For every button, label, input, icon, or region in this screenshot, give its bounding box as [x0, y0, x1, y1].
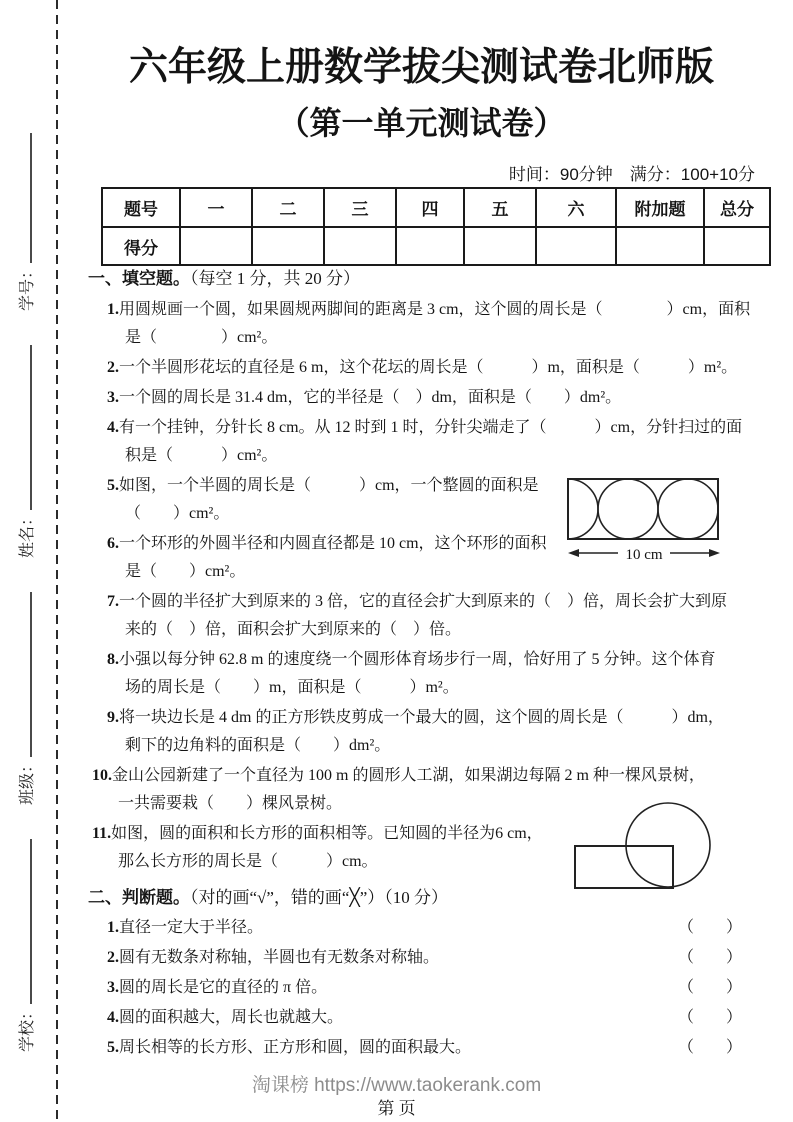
question-line: 是（ ）cm²。	[125, 329, 278, 346]
question-line: 如图，一个半圆的周长是（ ）cm，一个整圆的面积是	[119, 477, 539, 494]
score-cell-empty	[616, 227, 704, 265]
question-number: 2.	[107, 949, 119, 966]
question-line: 一个环形的外圆半径和内圆直径都是 10 cm，这个环形的面积	[119, 535, 547, 552]
judge-question-text: 圆的周长是它的直径的 π 倍。	[119, 979, 328, 996]
question-number: 7.	[107, 593, 119, 610]
question-line: 如图，圆的面积和长方形的面积相等。已知圆的半径为6 cm，	[111, 825, 543, 842]
question-3	[88, 384, 760, 412]
question-4	[88, 414, 760, 470]
answer-blank: （ ）	[677, 979, 742, 996]
score-cell-empty	[464, 227, 536, 265]
question-number: 1.	[107, 919, 119, 936]
score-header-cell: 六	[536, 188, 616, 227]
score-header-cell: 题号	[102, 188, 180, 227]
score-cell-empty	[396, 227, 464, 265]
judge-question-text: 周长相等的长方形、正方形和圆，圆的面积最大。	[119, 1039, 472, 1056]
section-2-title: 二、判断题。	[88, 888, 190, 907]
question-number: 11.	[92, 825, 112, 842]
question-number: 1.	[107, 301, 119, 318]
question-number: 3.	[107, 979, 119, 996]
margin-field-school: 学校：	[19, 1003, 36, 1052]
question-line: 一个半圆形花坛的直径是 6 m，这个花坛的周长是（ ）m，面积是（ ）m²。	[119, 359, 738, 376]
page-title: 六年级上册数学拔尖测试卷北师版	[128, 46, 714, 89]
judge-section	[88, 884, 760, 1062]
score-header-cell: 三	[324, 188, 396, 227]
question-line: 一共需要栽（ ）棵风景树。	[118, 795, 343, 812]
judge-question-text: 圆的面积越大，周长也就越大。	[119, 1009, 344, 1026]
score-table	[101, 187, 771, 266]
question-line: 那么长方形的周长是（ ）cm。	[118, 853, 378, 870]
section-2-note: （对的画“√”，错的画“╳”）（10 分）	[190, 888, 448, 907]
question-1	[88, 296, 760, 352]
score-header-cell: 四	[396, 188, 464, 227]
question-line: 剩下的边角料的面积是（ ）dm²。	[125, 737, 391, 754]
question-line: 有一个挂钟，分针长 8 cm。从 12 时到 1 时，分针尖端走了（ ）cm，分针扫过的面	[119, 419, 743, 436]
margin-field-student-id: 学号：	[19, 262, 36, 311]
score-header-cell: 五	[464, 188, 536, 227]
score-row-label: 得分	[102, 227, 180, 265]
question-number: 8.	[107, 651, 119, 668]
question-7	[88, 588, 760, 644]
score-header-cell: 总分	[704, 188, 770, 227]
score-table-score-row	[102, 227, 770, 265]
question-number: 5.	[107, 1039, 119, 1056]
judge-question-3	[88, 974, 760, 1002]
judge-question-5	[88, 1034, 760, 1062]
margin-field-name: 姓名：	[19, 509, 36, 558]
score-cell-empty	[180, 227, 252, 265]
question-line: 是（ ）cm²。	[125, 563, 246, 580]
section-1-heading	[88, 265, 760, 293]
question-number: 6.	[107, 535, 119, 552]
score-header-cell: 附加题	[616, 188, 704, 227]
question-line: 一个圆的半径扩大到原来的 3 倍，它的直径会扩大到原来的（ ）倍，周长会扩大到原	[119, 593, 728, 610]
figure-circle-rectangle-overlap	[568, 800, 718, 892]
section-2-heading	[88, 884, 760, 912]
question-line: 一个圆的周长是 31.4 dm，它的半径是（ ）dm，面积是（ ）dm²。	[119, 389, 622, 406]
question-number: 4.	[107, 419, 119, 436]
question-line: （ ）cm²。	[125, 505, 230, 522]
answer-blank: （ ）	[677, 919, 742, 936]
class-fill-line	[28, 592, 32, 757]
answer-blank: （ ）	[677, 1009, 742, 1026]
score-header-cell: 一	[180, 188, 252, 227]
question-line: 场的周长是（ ）m，面积是（ ）m²。	[125, 679, 459, 696]
answer-blank: （ ）	[677, 1039, 742, 1056]
judge-question-text: 直径一定大于半径。	[119, 919, 264, 936]
question-line: 用圆规画一个圆，如果圆规两脚间的距离是 3 cm，这个圆的周长是（ ）cm，面积	[119, 301, 751, 318]
student-info-margin	[0, 0, 56, 1122]
score-table-header-row	[102, 188, 770, 227]
question-line: 金山公园新建了一个直径为 100 m 的圆形人工湖，如果湖边每隔 2 m 种一棵风景树，	[112, 767, 705, 784]
judge-question-2	[88, 944, 760, 972]
question-line: 来的（ ）倍，面积会扩大到原来的（ ）倍。	[125, 621, 462, 638]
page-subtitle: （第一单元测试卷）	[277, 105, 566, 141]
section-1-note: （每空 1 分，共 20 分）	[190, 269, 360, 288]
question-8	[88, 646, 760, 702]
exam-meta: 时间：90分钟 满分：100+10分	[508, 165, 755, 184]
section-1-title: 一、填空题。	[88, 269, 190, 288]
judge-question-4	[88, 1004, 760, 1032]
question-number: 4.	[107, 1009, 119, 1026]
question-number: 2.	[107, 359, 119, 376]
question-line: 小强以每分钟 62.8 m 的速度绕一个圆形体育场步行一周，恰好用了 5 分钟。这个体育	[119, 651, 716, 668]
answer-blank: （ ）	[677, 949, 742, 966]
score-cell-empty	[704, 227, 770, 265]
score-header-cell: 二	[252, 188, 324, 227]
score-cell-empty	[252, 227, 324, 265]
judge-question-text: 圆有无数条对称轴，半圆也有无数条对称轴。	[119, 949, 440, 966]
score-cell-empty	[324, 227, 396, 265]
footer-watermark: 淘课榜 https://www.taokerank.com	[251, 1075, 542, 1096]
dimension-label: 10 cm	[625, 547, 663, 563]
page-number: 第 页	[377, 1099, 416, 1118]
question-9	[88, 704, 760, 760]
margin-field-class: 班级：	[19, 756, 36, 805]
name-fill-line	[28, 345, 32, 510]
question-number: 10.	[92, 767, 112, 784]
dashed-cut-line	[56, 0, 58, 1122]
school-fill-line	[28, 839, 32, 1004]
question-number: 5.	[107, 477, 119, 494]
judge-question-1	[88, 914, 760, 942]
question-number: 9.	[107, 709, 119, 726]
question-line: 将一块边长是 4 dm 的正方形铁皮剪成一个最大的圆，这个圆的周长是（ ）dm，	[119, 709, 724, 726]
question-2	[88, 354, 760, 382]
student-id-fill-line	[28, 133, 32, 263]
fill-in-questions	[88, 296, 760, 876]
score-cell-empty	[536, 227, 616, 265]
figure-circles-in-rectangle	[566, 477, 724, 565]
question-line: 积是（ ）cm²。	[125, 447, 278, 464]
question-number: 3.	[107, 389, 119, 406]
